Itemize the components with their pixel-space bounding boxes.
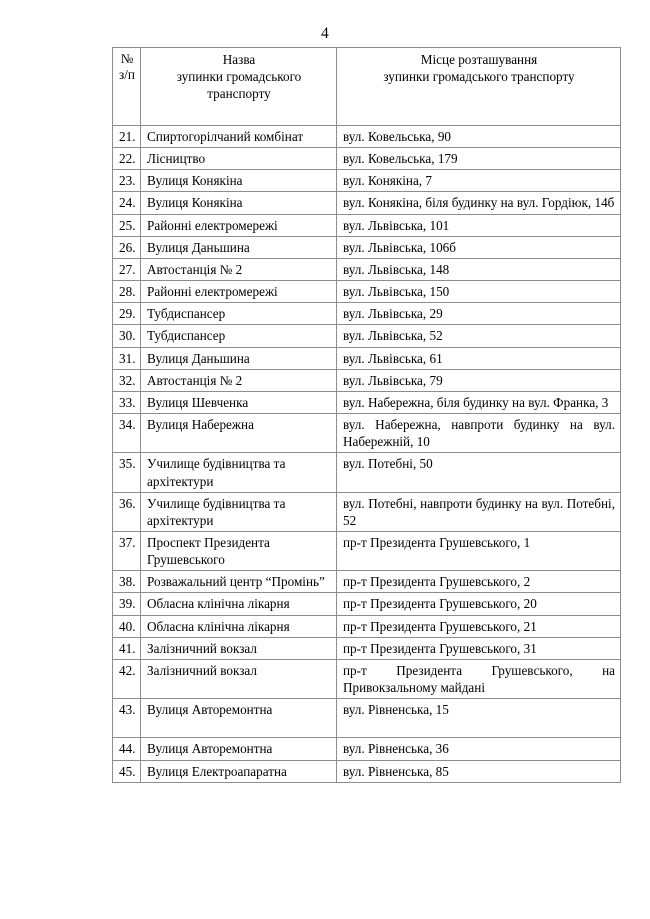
table-row — [113, 531, 621, 570]
column-header-number-line2: з/п — [119, 67, 135, 83]
table-body — [113, 126, 621, 783]
stop-location-cell: вул. Львівська, 148 — [337, 258, 621, 280]
table-row — [113, 325, 621, 347]
stop-name-cell: Училище будівництва та архітектури — [141, 453, 337, 492]
row-number-cell: 26. — [113, 236, 141, 258]
stop-name-cell: Вулиця Авторемонтна — [141, 699, 337, 738]
page-number: 4 — [321, 25, 329, 42]
table-row — [113, 615, 621, 637]
table-row — [113, 593, 621, 615]
table-row — [113, 760, 621, 782]
stop-name-cell: Лісництво — [141, 148, 337, 170]
table-row — [113, 170, 621, 192]
table-row — [113, 258, 621, 280]
table-row — [113, 453, 621, 492]
stop-name-cell: Тубдиспансер — [141, 303, 337, 325]
stop-location-cell: вул. Потебні, навпроти будинку на вул. Потебні, 52 — [337, 492, 621, 531]
stop-name-cell: Вулиця Конякіна — [141, 170, 337, 192]
row-number-cell: 24. — [113, 192, 141, 214]
table-row — [113, 414, 621, 453]
row-number-cell: 32. — [113, 369, 141, 391]
row-number-cell: 31. — [113, 347, 141, 369]
table-row — [113, 492, 621, 531]
table-row — [113, 236, 621, 258]
row-number-cell: 37. — [113, 531, 141, 570]
stop-location-cell: вул. Конякіна, біля будинку на вул. Гордіюк, 14б — [337, 192, 621, 214]
stop-location-cell: пр-т Президента Грушевського, 21 — [337, 615, 621, 637]
stop-name-cell: Обласна клінічна лікарня — [141, 593, 337, 615]
column-header-stop-name-line3: транспорту — [207, 86, 271, 102]
row-number-cell: 34. — [113, 414, 141, 453]
stop-name-cell: Вулиця Електроапаратна — [141, 760, 337, 782]
stop-location-cell: пр-т Президента Грушевського, 31 — [337, 637, 621, 659]
column-header-number-line1: № — [120, 51, 134, 66]
column-header-stop-location — [337, 48, 621, 126]
row-number-cell: 35. — [113, 453, 141, 492]
table-row — [113, 192, 621, 214]
stop-location-cell: вул. Львівська, 52 — [337, 325, 621, 347]
row-number-cell: 44. — [113, 738, 141, 760]
stop-location-cell: вул. Львівська, 29 — [337, 303, 621, 325]
table-row — [113, 214, 621, 236]
stop-location-cell: вул. Ковельська, 90 — [337, 126, 621, 148]
row-number-cell: 36. — [113, 492, 141, 531]
table-header — [113, 48, 621, 126]
stop-location-cell: вул. Набережна, біля будинку на вул. Франка, 3 — [337, 391, 621, 413]
row-number-cell: 27. — [113, 258, 141, 280]
stop-location-cell: вул. Рівненська, 15 — [337, 699, 621, 738]
stop-name-cell: Розважальний центр “Промінь” — [141, 571, 337, 593]
stop-name-cell: Вулиця Даньшина — [141, 347, 337, 369]
table-row — [113, 571, 621, 593]
row-number-cell: 25. — [113, 214, 141, 236]
table-row — [113, 738, 621, 760]
stop-location-cell: вул. Рівненська, 85 — [337, 760, 621, 782]
stop-location-cell: вул. Набережна, навпроти будинку на вул. Набережній, 10 — [337, 414, 621, 453]
stop-location-cell: вул. Львівська, 106б — [337, 236, 621, 258]
column-header-number — [113, 48, 141, 126]
row-number-cell: 30. — [113, 325, 141, 347]
stop-location-cell: вул. Львівська, 101 — [337, 214, 621, 236]
transport-stops-table — [112, 47, 621, 783]
row-number-cell: 45. — [113, 760, 141, 782]
column-header-stop-name-line2: зупинки громадського — [176, 69, 302, 85]
stop-location-cell: вул. Львівська, 61 — [337, 347, 621, 369]
row-number-cell: 40. — [113, 615, 141, 637]
row-number-cell: 28. — [113, 281, 141, 303]
stop-location-cell: вул. Рівненська, 36 — [337, 738, 621, 760]
table-row — [113, 303, 621, 325]
stop-location-cell: вул. Конякіна, 7 — [337, 170, 621, 192]
stop-location-cell: вул. Потебні, 50 — [337, 453, 621, 492]
column-header-stop-location-line1: Місце розташування — [420, 52, 538, 67]
row-number-cell: 29. — [113, 303, 141, 325]
stop-name-cell: Вулиця Даньшина — [141, 236, 337, 258]
table-row — [113, 148, 621, 170]
table-row — [113, 659, 621, 698]
stop-location-cell: пр-т Президента Грушевського, 2 — [337, 571, 621, 593]
stop-name-cell: Залізничний вокзал — [141, 637, 337, 659]
column-header-stop-location-line2: зупинки громадського транспорту — [383, 69, 575, 85]
stop-name-cell: Районні електромережі — [141, 214, 337, 236]
table-header-row — [113, 48, 621, 126]
cell-filler — [343, 718, 615, 735]
row-number-cell: 38. — [113, 571, 141, 593]
table-row — [113, 347, 621, 369]
stop-location-cell: пр-т Президента Грушевського, 20 — [337, 593, 621, 615]
stop-location-cell: вул. Львівська, 79 — [337, 369, 621, 391]
stop-name-cell: Спиртогорілчаний комбінат — [141, 126, 337, 148]
column-header-stop-name — [141, 48, 337, 126]
row-number-cell: 41. — [113, 637, 141, 659]
row-number-cell: 22. — [113, 148, 141, 170]
stop-name-cell: Вулиця Шевченка — [141, 391, 337, 413]
stop-location-cell: пр-т Президента Грушевського, 1 — [337, 531, 621, 570]
row-number-cell: 33. — [113, 391, 141, 413]
column-header-stop-name-line1: Назва — [222, 52, 256, 67]
stop-location-cell: вул. Ковельська, 179 — [337, 148, 621, 170]
stop-location-cell: вул. Львівська, 150 — [337, 281, 621, 303]
row-number-cell: 39. — [113, 593, 141, 615]
table-row — [113, 281, 621, 303]
stop-location-cell: пр-т Президента Грушевського, на Привокзальному майдані — [337, 659, 621, 698]
table-row — [113, 126, 621, 148]
stop-name-cell: Районні електромережі — [141, 281, 337, 303]
stop-name-cell: Залізничний вокзал — [141, 659, 337, 698]
table-row — [113, 369, 621, 391]
stop-name-cell: Вулиця Конякіна — [141, 192, 337, 214]
table-row — [113, 699, 621, 738]
stop-name-cell: Училище будівництва та архітектури — [141, 492, 337, 531]
table-row — [113, 391, 621, 413]
stop-name-cell: Тубдиспансер — [141, 325, 337, 347]
table-row — [113, 637, 621, 659]
stop-name-cell: Автостанція № 2 — [141, 258, 337, 280]
stop-name-cell: Проспект Президента Грушевського — [141, 531, 337, 570]
stop-name-cell: Обласна клінічна лікарня — [141, 615, 337, 637]
stop-name-cell: Вулиця Авторемонтна — [141, 738, 337, 760]
row-number-cell: 21. — [113, 126, 141, 148]
stop-name-cell: Вулиця Набережна — [141, 414, 337, 453]
row-number-cell: 42. — [113, 659, 141, 698]
row-number-cell: 43. — [113, 699, 141, 738]
stop-name-cell: Автостанція № 2 — [141, 369, 337, 391]
row-number-cell: 23. — [113, 170, 141, 192]
